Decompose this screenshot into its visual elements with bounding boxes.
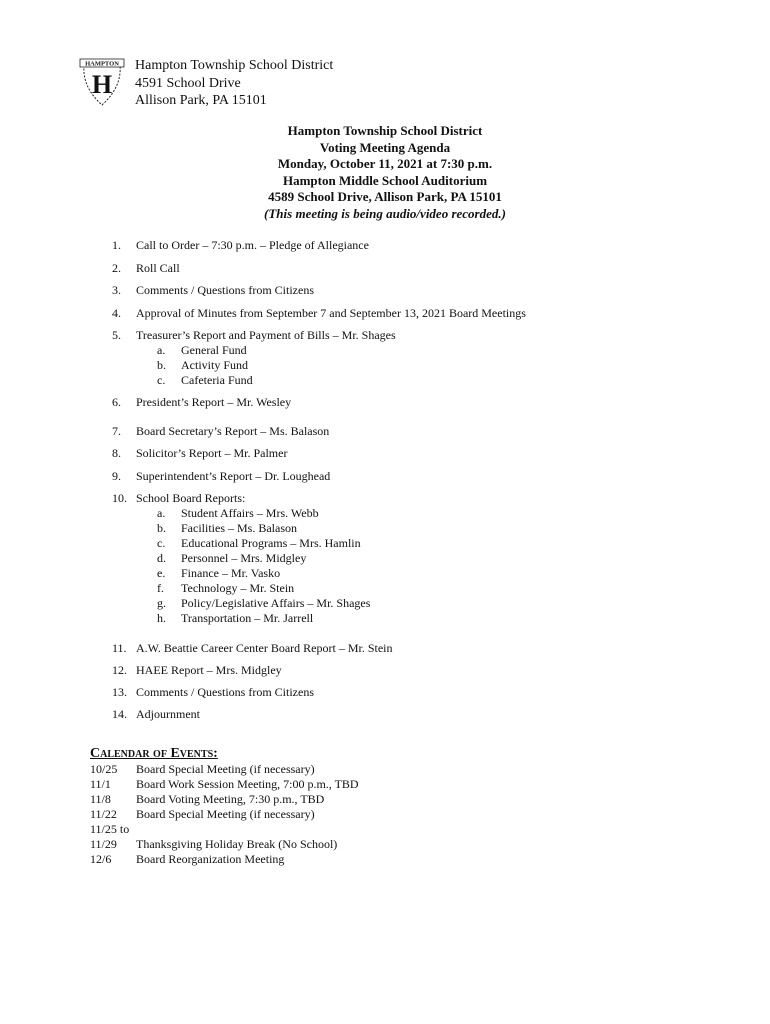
agenda-item: 6. President’s Report – Mr. Wesley — [112, 395, 292, 409]
calendar-event: 11/29 Thanksgiving Holiday Break (No School) — [90, 837, 338, 851]
agenda-item: 13. Comments / Questions from Citizens — [112, 685, 314, 699]
agenda-title — [0, 123, 770, 223]
svg-text:HAMPTON: HAMPTON — [85, 60, 119, 68]
title-district: Hampton Township School District — [287, 123, 483, 138]
agenda-subitem: c. Educational Programs – Mrs. Hamlin — [157, 536, 361, 550]
agenda-subitem: b. Activity Fund — [157, 358, 249, 372]
calendar-event: 11/22 Board Special Meeting (if necessary) — [90, 807, 315, 821]
agenda-subitem: d. Personnel – Mrs. Midgley — [157, 551, 307, 565]
calendar-event: 12/6 Board Reorganization Meeting — [90, 852, 285, 866]
agenda-item: 5. Treasurer’s Report and Payment of Bills – Mr. Shages — [112, 328, 396, 342]
calendar-event: 11/25 to — [90, 822, 130, 836]
agenda-item: 12. HAEE Report – Mrs. Midgley — [112, 663, 282, 677]
svg-text:H: H — [91, 70, 113, 99]
agenda-subitem: e. Finance – Mr. Vasko — [157, 566, 281, 580]
agenda-item: 11. A.W. Beattie Career Center Board Report – Mr. Stein — [112, 641, 393, 655]
district-logo — [78, 57, 126, 109]
agenda-subitem: f. Technology – Mr. Stein — [157, 581, 295, 595]
agenda-item: 9. Superintendent’s Report – Dr. Loughead — [112, 469, 331, 483]
address-line: Hampton Township School District — [135, 58, 334, 73]
calendar-event: 11/8 Board Voting Meeting, 7:30 p.m., TBD — [90, 792, 325, 806]
address-line: Allison Park, PA 15101 — [135, 93, 267, 108]
title-meeting: Voting Meeting Agenda — [319, 139, 451, 155]
agenda-item: 1. Call to Order – 7:30 p.m. – Pledge of Allegiance — [112, 238, 369, 252]
agenda-item: 3. Comments / Questions from Citizens — [112, 283, 314, 297]
calendar-heading: Calendar of Events: — [90, 746, 218, 761]
agenda-item: 14. Adjournment — [112, 707, 200, 721]
title-venue: Hampton Middle School Auditorium — [282, 172, 488, 188]
agenda-subitem: b. Facilities – Ms. Balason — [157, 521, 297, 535]
address-line: 4591 School Drive — [135, 75, 241, 91]
calendar-event: 10/25 Board Special Meeting (if necessary) — [90, 762, 315, 776]
agenda-subitem: a. Student Affairs – Mrs. Webb — [157, 506, 319, 520]
district-address — [135, 57, 333, 110]
agenda-item: 7. Board Secretary’s Report – Ms. Balason — [112, 424, 330, 438]
agenda-subitem: c. Cafeteria Fund — [157, 373, 253, 387]
agenda-subitem: h. Transportation – Mr. Jarrell — [157, 611, 314, 625]
title-date: Monday, October 11, 2021 at 7:30 p.m. — [277, 156, 493, 172]
agenda-item: 2. Roll Call — [112, 261, 180, 275]
agenda-item: 8. Solicitor’s Report – Mr. Palmer — [112, 446, 288, 460]
agenda-subitem: a. General Fund — [157, 343, 247, 357]
agenda-subitem: g. Policy/Legislative Affairs – Mr. Shages — [157, 596, 371, 610]
agenda-item: 4. Approval of Minutes from September 7 and September 13, 2021 Board Meetings — [112, 306, 526, 320]
calendar-event: 11/1 Board Work Session Meeting, 7:00 p.m., TBD — [90, 777, 359, 791]
title-address: 4589 School Drive, Allison Park, PA 15101 — [268, 189, 502, 205]
title-recording-note: (This meeting is being audio/video recorded.) — [264, 205, 506, 221]
agenda-item: 10. School Board Reports: — [112, 491, 246, 505]
